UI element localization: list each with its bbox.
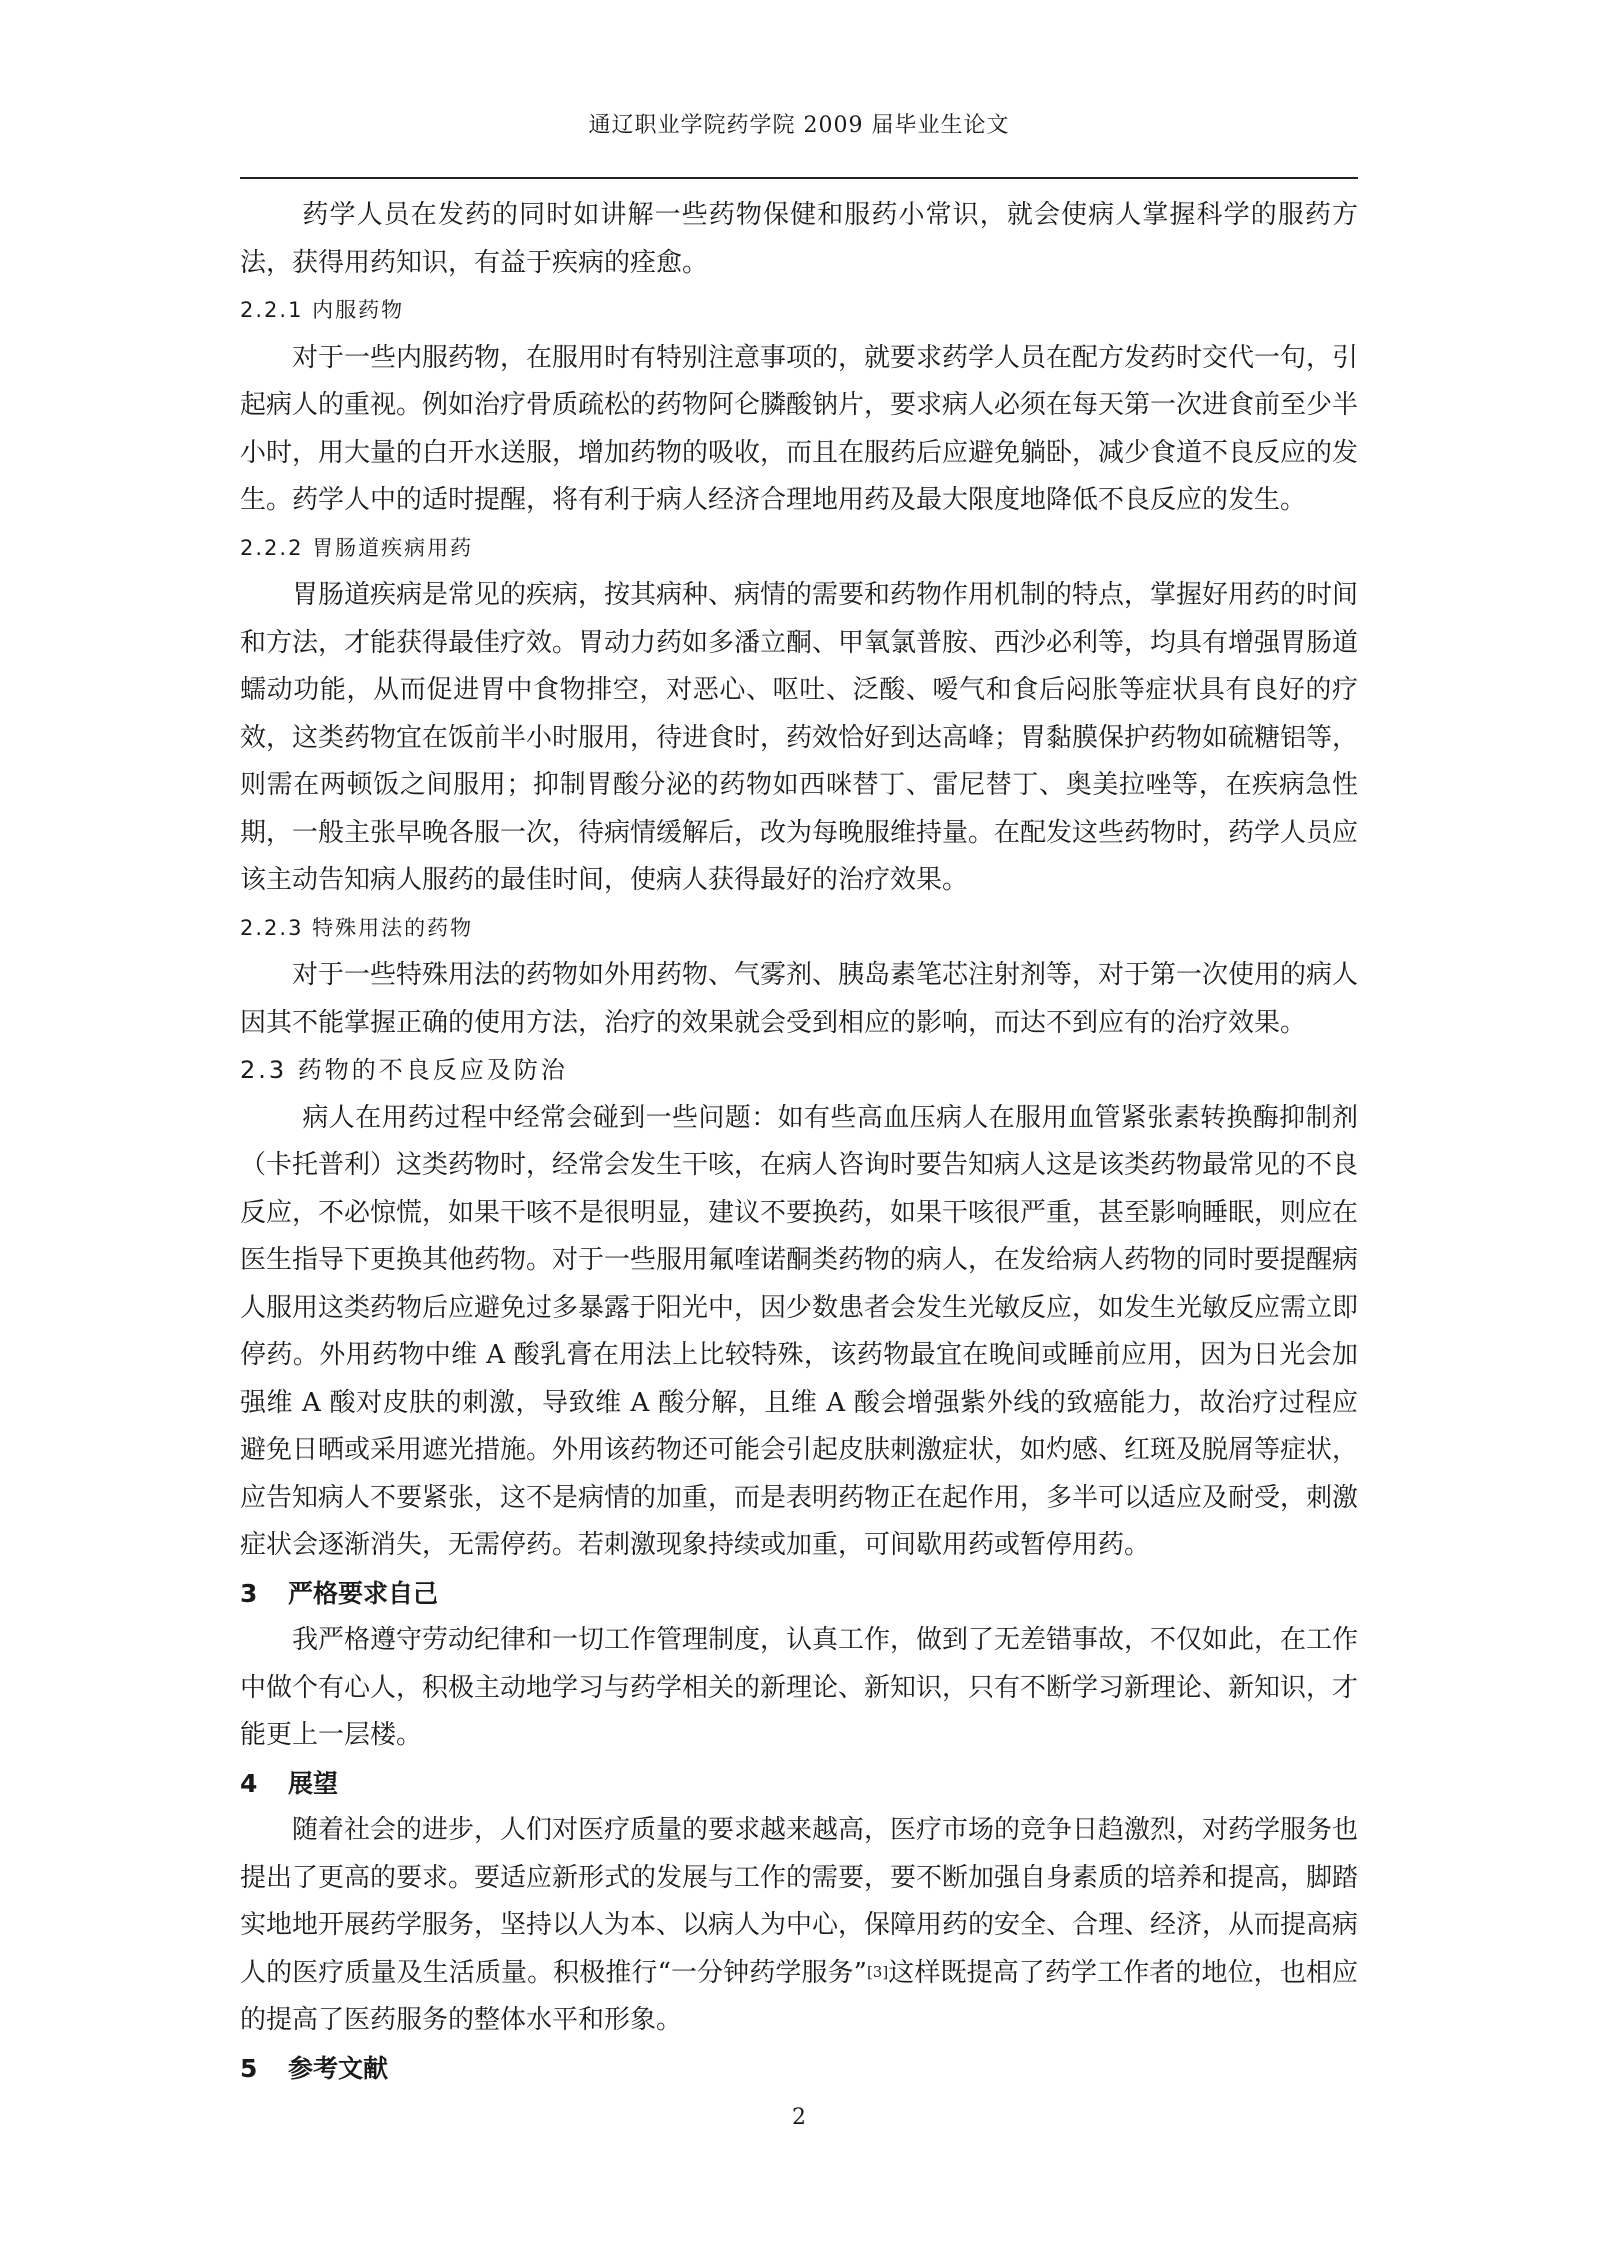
outlook-paragraph — [240, 1807, 1358, 2045]
outlook-text-part-2: 这样既提高了药学工作者的地位，也相应的提高了医药服务的整体水平和形象。 — [240, 1957, 1358, 2035]
citation-reference: [3] — [866, 1962, 889, 1981]
heading-4 — [240, 1760, 1358, 1808]
outlook-text-part-1: 随着社会的进步，人们对医疗质量的要求越来越高，医疗市场的竞争日趋激烈，对药学服务也提出了更高的要求。要适应新形式的发展与工作的需要，要不断加强自身素质的培养和提高，脚踏实地地开展药学服务，坚持以人为本、以病人为中心，保障用药的安全、合理、经济，从而提高病人的医疗质量及生活质量。积极推行“一分钟药学服务” — [240, 1815, 1359, 1988]
heading-5-number: 5 — [240, 2053, 258, 2083]
running-header: 通辽职业学院药学院 2009 届毕业生论文 — [588, 113, 1010, 138]
heading-2-2-3: 2.2.3 特殊用法的药物 — [240, 915, 474, 940]
heading-4-number: 4 — [240, 1768, 258, 1798]
header-rule — [240, 177, 1358, 179]
heading-2-3: 2.3 药物的不良反应及防治 — [240, 1056, 568, 1084]
gi-medication-paragraph: 胃肠道疾病是常见的疾病，按其病种、病情的需要和药物作用机制的特点，掌握好用药的时间和方法，才能获得最佳疗效。胃动力药如多潘立酮、甲氧氯普胺、西沙必利等，均具有增强胃肠道蠕动功能，从而促进胃中食物排空，对恶心、呕吐、泛酸、嗳气和食后闷胀等症状具有良好的疗效，这类药物宜在饭前半小时服用，待进食时，药效恰好到达高峰；胃黏膜保护药物如硫糖铝等，则需在两顿饭之间服用；抑制胃酸分泌的药物如西咪替丁、雷尼替丁、奥美拉唑等，在疾病急性期，一般主张早晚各服一次，待病情缓解后，改为每晚服维持量。在配发这些药物时，药学人员应该主动告知病人服药的最佳时间，使病人获得最好的治疗效果。 — [240, 580, 1359, 895]
heading-2-2-2: 2.2.2 胃肠道疾病用药 — [240, 535, 474, 560]
heading-2-2-1: 2.2.1 内服药物 — [240, 298, 405, 322]
heading-4-text: 展望 — [288, 1768, 339, 1798]
document-body — [240, 192, 1358, 2092]
intro-paragraph: 药学人员在发药的同时如讲解一些药物保健和服药小常识，就会使病人掌握科学的服药方法，获得用药知识，有益于疾病的痊愈。 — [240, 200, 1358, 278]
heading-3-text: 严格要求自己 — [288, 1578, 439, 1608]
self-discipline-paragraph: 我严格遵守劳动纪律和一切工作管理制度，认真工作，做到了无差错事故，不仅如此，在工作中做个有心人，积极主动地学习与药学相关的新理论、新知识，只有不断学习新理论、新知识，才能更上一层楼。 — [240, 1625, 1359, 1750]
heading-5-text: 参考文献 — [288, 2053, 389, 2083]
heading-5 — [240, 2045, 1358, 2093]
adverse-reaction-paragraph: 病人在用药过程中经常会碰到一些问题：如有些高血压病人在服用血管紧张素转换酶抑制剂（卡托普利）这类药物时，经常会发生干咳，在病人咨询时要告知病人这是该类药物最常见的不良反应，不必惊慌，如果干咳不是很明显，建议不要换药，如果干咳很严重，甚至影响睡眠，则应在医生指导下更换其他药物。对于一些服用氟喹诺酮类药物的病人，在发给病人药物的同时要提醒病人服用这类药物后应避免过多暴露于阳光中，因少数患者会发生光敏反应，如发生光敏反应需立即停药。外用药物中维 A 酸乳膏在用法上比较特殊，该药物最宜在晚间或睡前应用，因为日光会加强维 A 酸对皮肤的刺激，导致维 A 酸分解，且维 A 酸会增强紫外线的致癌能力，故治疗过程应避免日晒或采用遮光措施。外用该药物还可能会引起皮肤刺激症状，如灼感、红斑及脱屑等症状，应告知病人不要紧张，这不是病情的加重，而是表明药物正在起作用，多半可以适应及耐受，刺激症状会逐渐消失，无需停药。若刺激现象持续或加重，可间歇用药或暂停用药。 — [240, 1102, 1359, 1560]
oral-medication-paragraph: 对于一些内服药物，在服用时有特别注意事项的，就要求药学人员在配方发药时交代一句，引起病人的重视。例如治疗骨质疏松的药物阿仑膦酸钠片，要求病人必须在每天第一次进食前至少半小时，用大量的白开水送服，增加药物的吸收，而且在服药后应避免躺卧，减少食道不良反应的发生。药学人中的适时提醒，将有利于病人经济合理地用药及最大限度地降低不良反应的发生。 — [240, 342, 1359, 515]
special-usage-paragraph: 对于一些特殊用法的药物如外用药物、气雾剂、胰岛素笔芯注射剂等，对于第一次使用的病人因其不能掌握正确的使用方法，治疗的效果就会受到相应的影响，而达不到应有的治疗效果。 — [240, 960, 1359, 1038]
page-number: 2 — [792, 2105, 806, 2130]
heading-3 — [240, 1570, 1358, 1618]
heading-3-number: 3 — [240, 1578, 258, 1608]
